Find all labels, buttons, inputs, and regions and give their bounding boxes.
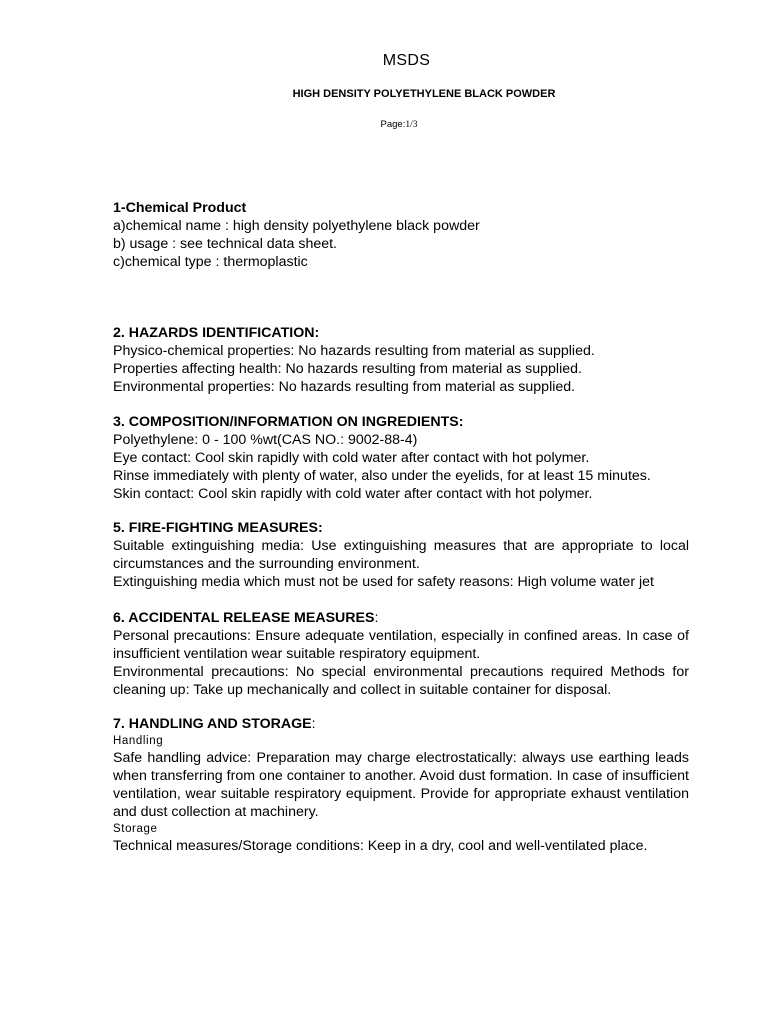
page-label: Page: bbox=[380, 119, 406, 130]
handling-paragraph: Safe handling advice: Preparation may charge electrostatically: always use earthing leads when transferring from one container to another. Avoid dust formation. In case of insufficient ventilation, wear suitable respiratory equipment. Provide for appropriate exhaust ventilation and dust collection at machinery. bbox=[113, 750, 689, 820]
section-paragraph: Personal precautions: Ensure adequate ventilation, especially in confined areas. In case of insufficient ventilation wear suitable respiratory equipment. bbox=[113, 628, 689, 662]
section-line: Environmental properties: No hazards resulting from material as supplied. bbox=[113, 379, 576, 395]
storage-subheading: Storage bbox=[113, 823, 158, 835]
section-fire-fighting bbox=[113, 519, 689, 591]
section-line: Properties affecting health: No hazards resulting from material as supplied. bbox=[113, 361, 582, 377]
section-hazards bbox=[113, 324, 689, 396]
section-line: Rinse immediately with plenty of water, also under the eyelids, for at least 15 minutes. bbox=[113, 468, 651, 484]
section-heading: 6. ACCIDENTAL RELEASE MEASURES bbox=[113, 610, 375, 626]
section-line: Skin contact: Cool skin rapidly with cold water after contact with hot polymer. bbox=[113, 486, 593, 502]
handling-subheading: Handling bbox=[113, 735, 164, 747]
section-composition bbox=[113, 413, 689, 503]
section-paragraph: Extinguishing media which must not be used for safety reasons: High volume water jet bbox=[113, 574, 654, 590]
section-line: Eye contact: Cool skin rapidly with cold water after contact with hot polymer. bbox=[113, 450, 590, 466]
section-heading: 2. HAZARDS IDENTIFICATION: bbox=[113, 325, 320, 341]
section-line: Polyethylene: 0 - 100 %wt(CAS NO.: 9002-88-4) bbox=[113, 432, 418, 448]
section-heading: 5. FIRE-FIGHTING MEASURES: bbox=[113, 520, 323, 536]
section-line: a)chemical name : high density polyethylene black powder bbox=[113, 218, 480, 234]
heading-colon: : bbox=[374, 610, 379, 626]
heading-colon: : bbox=[311, 716, 316, 732]
page-number-value: 1/3 bbox=[405, 120, 418, 130]
section-handling-storage bbox=[113, 715, 689, 855]
section-heading: 3. COMPOSITION/INFORMATION ON INGREDIENTS: bbox=[113, 414, 464, 430]
page-number bbox=[0, 119, 768, 130]
document-title: MSDS bbox=[382, 52, 431, 69]
section-paragraph: Environmental precautions: No special environmental precautions required Methods for cleaning up: Take up mechanically and collect in suitable container for disposal. bbox=[113, 664, 689, 698]
section-accidental-release bbox=[113, 609, 689, 699]
section-paragraph: Suitable extinguishing media: Use extinguishing measures that are appropriate to local circumstances and the surrounding environment. bbox=[113, 538, 689, 572]
section-heading: 7. HANDLING AND STORAGE bbox=[113, 716, 312, 732]
section-line: c)chemical type : thermoplastic bbox=[113, 254, 308, 270]
document-subtitle: HIGH DENSITY POLYETHYLENE BLACK POWDER bbox=[292, 88, 556, 100]
section-line: b) usage : see technical data sheet. bbox=[113, 236, 337, 252]
section-heading: 1-Chemical Product bbox=[113, 200, 247, 216]
storage-paragraph: Technical measures/Storage conditions: Keep in a dry, cool and well-ventilated place. bbox=[113, 838, 648, 854]
section-line: Physico-chemical properties: No hazards resulting from material as supplied. bbox=[113, 343, 595, 359]
section-chemical-product bbox=[113, 199, 689, 271]
